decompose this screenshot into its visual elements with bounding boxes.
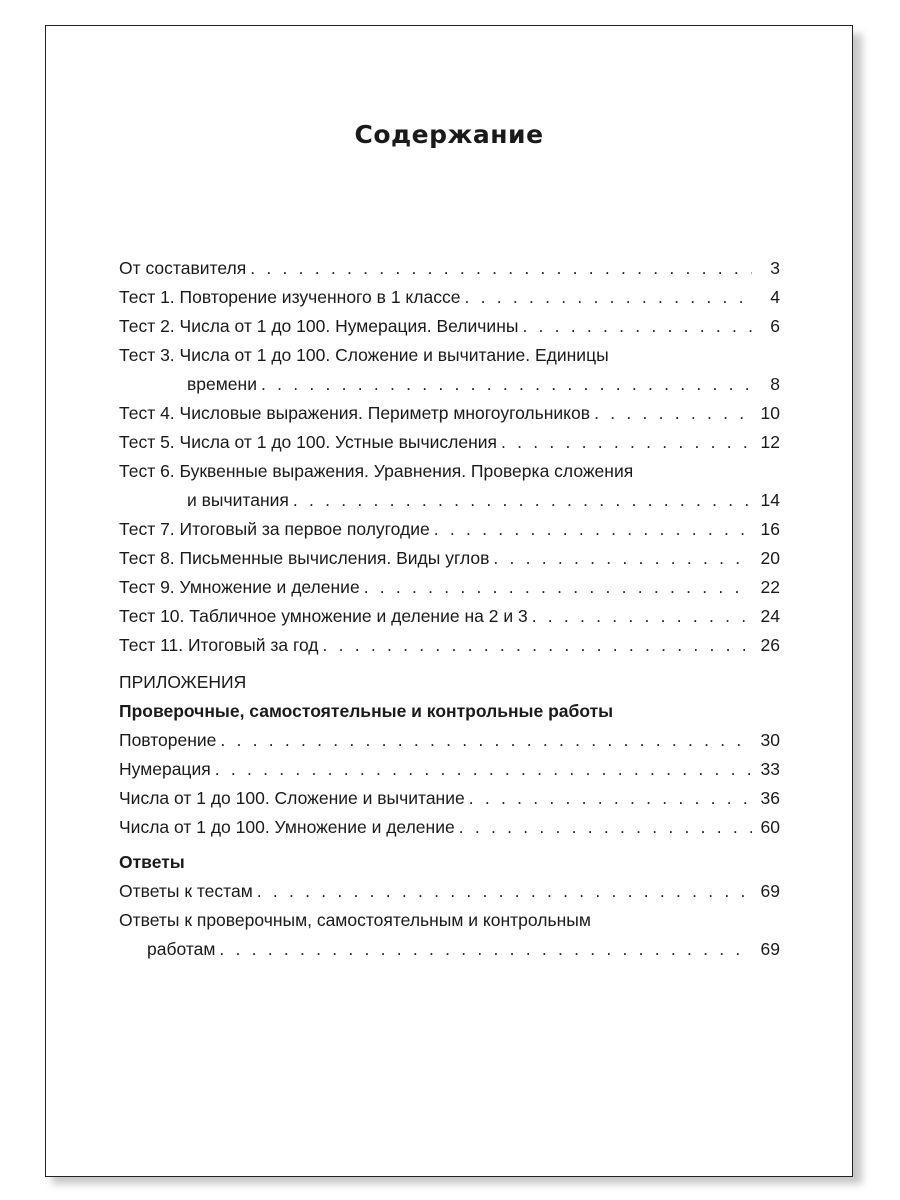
document-page [45,25,853,1177]
dot-leader [257,877,752,906]
toc-entry-test-5[interactable] [119,428,780,457]
dot-leader [493,544,752,573]
toc-entry-from-compiler[interactable] [119,254,780,283]
appendix-heading: ПРИЛОЖЕНИЯ [119,672,247,692]
toc-entry-continuation [119,370,780,399]
toc-entry-text: Тест 11. Итоговый за год [119,635,319,655]
dot-leader [469,784,752,813]
toc-entry-text: Ответы к тестам [119,881,253,901]
toc-page-number: 60 [760,817,780,837]
toc-page-number: 22 [760,577,780,597]
toc-entry-answers-tests[interactable] [119,877,780,906]
toc-entry-test-1[interactable] [119,283,780,312]
toc-entry-text: Числа от 1 до 100. Умножение и деление [119,817,455,837]
toc-entry-text: Тест 8. Письменные вычисления. Виды углов [119,548,490,568]
toc-entry-addition-subtraction[interactable] [119,784,780,813]
toc-entry-text-continued: времени [187,374,257,394]
dot-leader [594,399,752,428]
toc-page-number: 69 [760,881,780,901]
toc-entry-text-continued: и вычитания [187,490,289,510]
toc-entry-text: Тест 5. Числа от 1 до 100. Устные вычисления [119,432,497,452]
dot-leader [464,283,752,312]
toc-entry-text: От составителя [119,258,247,278]
dot-leader [293,486,752,515]
toc-page-number: 24 [760,606,780,626]
works-heading: Проверочные, самостоятельные и контрольные работы [119,701,614,721]
toc-page-number: 69 [760,939,780,959]
toc-page-number: 8 [770,374,780,394]
dot-leader [501,428,752,457]
toc-entry-test-7[interactable] [119,515,780,544]
toc-entry-test-6[interactable] [119,457,780,515]
dot-leader [434,515,752,544]
toc-entry-text-continued: работам [147,939,216,959]
toc-page-number: 20 [760,548,780,568]
toc-entry-test-10[interactable] [119,602,780,631]
toc-entry-text: Тест 10. Табличное умножение и деление на 2 и 3 [119,606,528,626]
dot-leader [219,935,752,964]
toc-entry-text: Тест 6. Буквенные выражения. Уравнения. Проверка сложения [119,461,634,481]
toc-entry-text: Тест 9. Умножение и деление [119,577,360,597]
toc-page-number: 30 [760,730,780,750]
dot-leader [459,813,752,842]
dot-leader [250,254,752,283]
toc-entry-text: Тест 1. Повторение изученного в 1 классе [119,287,461,307]
toc-entry-text: Тест 3. Числа от 1 до 100. Сложение и вычитание. Единицы [119,345,609,365]
toc-page-number: 33 [760,759,780,779]
toc-page-number: 3 [770,258,780,278]
toc-entry-test-9[interactable] [119,573,780,602]
toc-page-number: 36 [760,788,780,808]
toc-page-number: 26 [760,635,780,655]
toc-entry-test-3[interactable] [119,341,780,399]
toc-entry-continuation [119,486,780,515]
toc-entry-text: Нумерация [119,759,211,779]
toc-page-number: 10 [760,403,780,423]
dot-leader [532,602,752,631]
toc-entry-text: Тест 7. Итоговый за первое полугодие [119,519,430,539]
toc-page-number: 14 [760,490,780,510]
answers-heading: Ответы [119,852,185,872]
toc-entry-numeration[interactable] [119,755,780,784]
dot-leader [220,726,752,755]
toc-entry-multiplication-division[interactable] [119,813,780,842]
toc-entry-answers-works[interactable] [119,906,780,964]
toc-page-number: 6 [770,316,780,336]
toc-entry-text: Ответы к проверочным, самостоятельным и контрольным [119,910,591,930]
dot-leader [261,370,752,399]
table-of-contents [119,254,780,964]
toc-page-number: 12 [760,432,780,452]
toc-entry-text: Числа от 1 до 100. Сложение и вычитание [119,788,465,808]
toc-entry-text: Тест 2. Числа от 1 до 100. Нумерация. Величины [119,316,519,336]
dot-leader [522,312,752,341]
toc-entry-test-11[interactable] [119,631,780,660]
toc-entry-repetition[interactable] [119,726,780,755]
dot-leader [215,755,752,784]
dot-leader [323,631,752,660]
toc-entry-text: Повторение [119,730,217,750]
page-title: Содержание [354,120,544,149]
toc-page-number: 16 [760,519,780,539]
toc-entry-test-8[interactable] [119,544,780,573]
toc-page-number: 4 [770,287,780,307]
toc-entry-text: Тест 4. Числовые выражения. Периметр многоугольников [119,403,591,423]
dot-leader [364,573,752,602]
toc-entry-test-4[interactable] [119,399,780,428]
toc-entry-test-2[interactable] [119,312,780,341]
toc-entry-continuation [119,935,780,964]
